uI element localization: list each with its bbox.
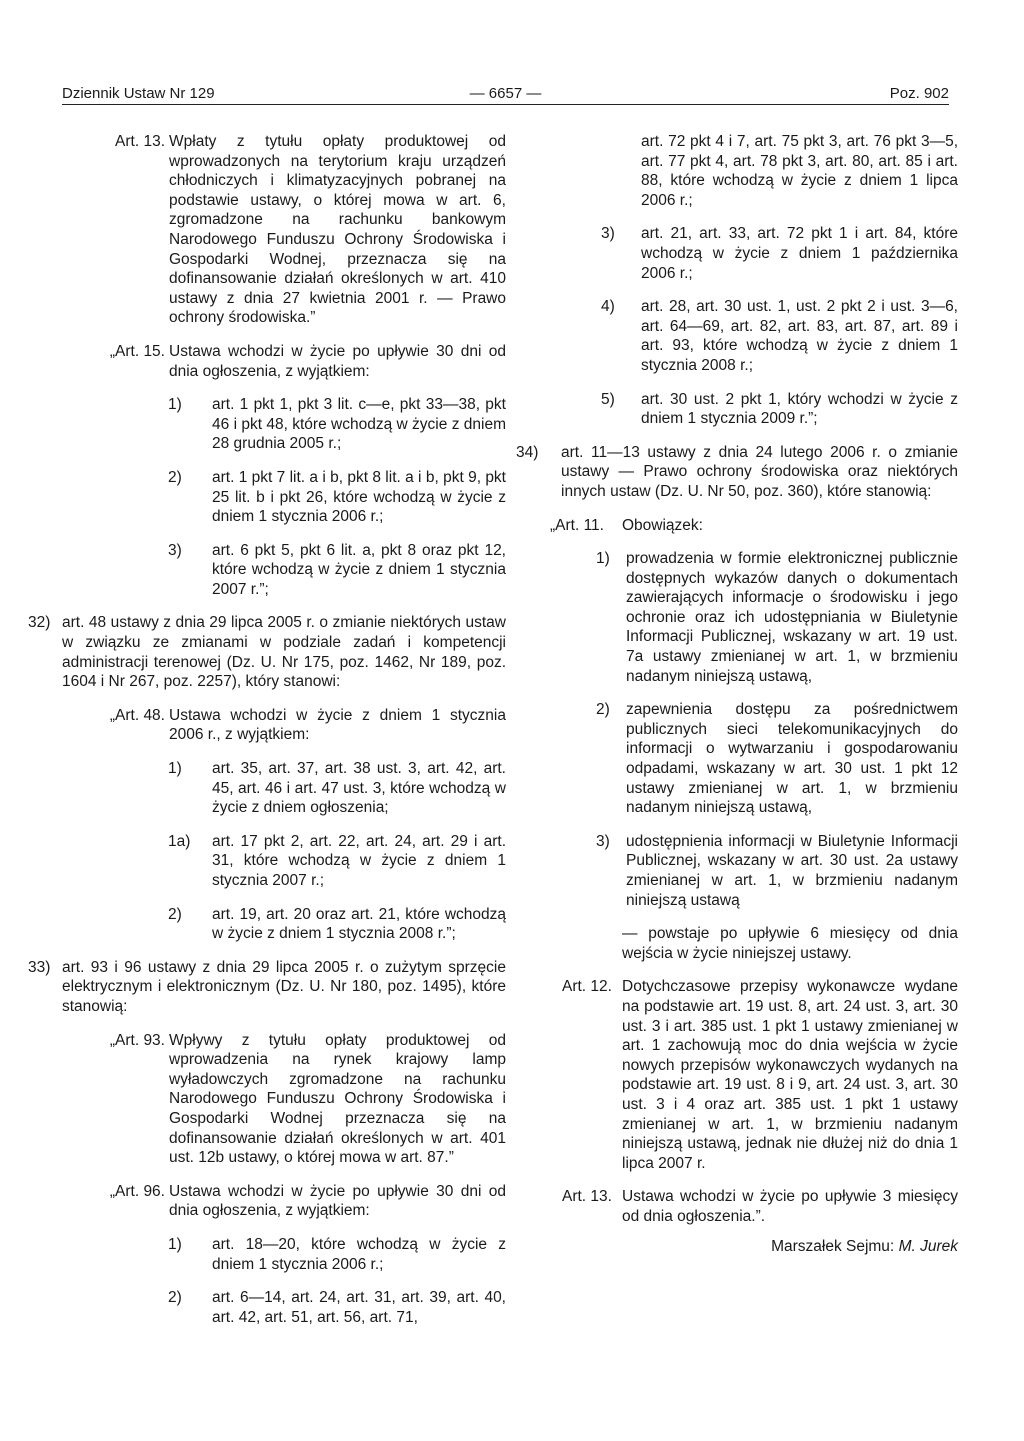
list-item xyxy=(601,297,958,375)
signature-role: Marszałek Sejmu: xyxy=(771,1237,895,1255)
article-text: Dotychczasowe przepisy wykonawcze wydane na podstawie art. 19 ust. 8, art. 24 ust. 3, art. 30 ust. 3 i art. 385 ust. 1 pkt 1 ustawy zmienianej w art. 1 zachowują moc do dnia wejścia w życie nowych przepisów wykonawczych wydanych na podstawie art. 19 ust. 8 i 9, art. 24 ust. 3, art. 30 ust. 3 i 4 oraz art. 385 ust. 1 pkt 1 ustawy zmienianej w art. 1, w brzmieniu nadanym niniejszą ustawą, jednak nie dłużej niż do dnia 1 lipca 2007 r. xyxy=(622,978,958,1172)
list-item xyxy=(168,1235,506,1274)
point-text: art. 48 ustawy z dnia 29 lipca 2005 r. o zmianie niektórych ustaw w związku ze zmianami w podziale zadań i kompetencji administracji terenowej (Dz. U. Nr 175, poz. 1462, Nr 189, poz. 1604 i Nr 267, poz. 2257), który stanowi: xyxy=(62,614,506,691)
item-text: art. 30 ust. 2 pkt 1, który wchodzi w życie z dniem 1 stycznia 2009 r.”; xyxy=(641,390,958,428)
point-text: art. 93 i 96 ustawy z dnia 29 lipca 2005 r. o zużytym sprzęcie elektrycznym i elektronicznym (Dz. U. Nr 180, poz. 1495), które stanowią: xyxy=(62,958,506,1015)
article-label: „Art. 96. xyxy=(109,1182,165,1200)
continued-text: art. 72 pkt 4 i 7, art. 75 pkt 3, art. 76 pkt 3—5, art. 77 pkt 4, art. 78 pkt 3, art. 80, art. 85 i art. 88, które wchodzą w życie z dniem 1 lipca 2006 r.; xyxy=(641,133,958,209)
list-item xyxy=(596,549,958,686)
item-text: art. 6—14, art. 24, art. 31, art. 39, art. 40, art. 42, art. 51, art. 56, art. 71, xyxy=(212,1289,506,1326)
list-item xyxy=(168,1288,506,1327)
item-label: 1) xyxy=(168,760,182,778)
article-13-old xyxy=(64,132,506,328)
article-text: Ustawa wchodzi w życie po upływie 30 dni od dnia ogłoszenia, z wyjątkiem: xyxy=(169,1182,506,1220)
article-text: Obowiązek: xyxy=(622,516,703,534)
item-text: zapewnienia dostępu za pośrednictwem publicznych sieci telekomunikacyjnych do informacji o wytwarzaniu i gospodarowaniu odpadami, wskazany w art. 30 ust. 1 pkt 12 ustawy zmienianej w art. 1, w brzmieniu nadanym niniejszą ustawą, xyxy=(626,701,958,817)
item-label: 1) xyxy=(168,396,182,414)
item-text: art. 6 pkt 5, pkt 6 lit. a, pkt 8 oraz pkt 12, które wchodzą w życie z dniem 1 stycznia 2007 r.”; xyxy=(212,541,506,598)
list-item xyxy=(596,700,958,818)
item-label: 1) xyxy=(596,550,610,568)
list-item xyxy=(168,905,506,944)
item-label: 1) xyxy=(168,1235,182,1253)
list-item xyxy=(168,832,506,891)
point-34 xyxy=(516,443,958,502)
point-label: 33) xyxy=(28,958,51,976)
article-text: Wpłaty z tytułu opłaty produktowej od wprowadzonych na terytorium kraju urządzeń chłodniczych i klimatyzacyjnych pobranej na podstawie ustawy, o której mowa w art. 6, zgromadzone na rachunku bankowym Narodowego Funduszu Ochrony Środowiska i Gospodarki Wodnej, przeznacza się na dofinansowanie działań określonych w art. 410 ustawy z dnia 27 kwietnia 2001 r. — Prawo ochrony środowiska.” xyxy=(169,133,506,327)
right-column xyxy=(516,132,958,1256)
article-text: Wpływy z tytułu opłaty produktowej od wprowadzenia na rynek krajowy lamp wyładowczych zgromadzone na rachunku Narodowego Funduszu Ochrony Środowiska i Gospodarki Wodnej przeznacza się na dofinansowanie działań określonych w art. 401 ust. 12b ustawy, o której mowa w art. 87.” xyxy=(169,1031,506,1167)
item-label: 3) xyxy=(596,832,610,850)
article-93 xyxy=(64,1031,506,1168)
item-text: prowadzenia w formie elektronicznej publicznie dostępnych wykazów danych o dokumentach zawierających informacje o środowisku i jego ochronie oraz ich udostępniania w Biuletynie Informacji Publicznej, wskazany w art. 19 ust. 7a ustawy zmienianej w art. 1, w brzmieniu nadanym niniejszą ustawą, xyxy=(626,550,958,685)
item-label: 3) xyxy=(168,541,182,559)
item-text: art. 1 pkt 7 lit. a i b, pkt 8 lit. a i b, pkt 9, pkt 25 lit. b i pkt 26, które wchodzą w życie z dniem 1 stycznia 2006 r.; xyxy=(212,468,506,526)
list-item xyxy=(168,395,506,454)
article-text: Ustawa wchodzi w życie z dniem 1 stycznia 2006 r., z wyjątkiem: xyxy=(169,706,506,744)
article-text: Ustawa wchodzi w życie po upływie 3 miesięcy od dnia ogłoszenia.”. xyxy=(622,1188,958,1225)
list-item xyxy=(596,832,958,910)
article-13 xyxy=(562,1187,958,1226)
item-text: art. 17 pkt 2, art. 22, art. 24, art. 29 i art. 31, które wchodzą w życie z dniem 1 stycznia 2007 r.; xyxy=(212,832,506,889)
point-label: 34) xyxy=(516,443,539,461)
signature-name: M. Jurek xyxy=(898,1237,958,1255)
item-text: art. 18—20, które wchodzą w życie z dniem 1 stycznia 2006 r.; xyxy=(212,1235,506,1273)
article-48 xyxy=(64,706,506,745)
item-text: art. 35, art. 37, art. 38 ust. 3, art. 42, art. 45, art. 46 i art. 47 ust. 3, które wchodzą w życie z dniem ogłoszenia; xyxy=(212,760,506,817)
article-label: „Art. 93. xyxy=(109,1031,165,1049)
article-15 xyxy=(64,342,506,381)
item-label: 2) xyxy=(168,905,182,923)
point-32 xyxy=(28,613,506,691)
item-label: 2) xyxy=(596,701,610,719)
list-item xyxy=(168,468,506,527)
item-label: 1a) xyxy=(168,832,191,850)
article-12 xyxy=(562,977,958,1173)
point-text: art. 11—13 ustawy z dnia 24 lutego 2006 r. o zmianie ustawy — Prawo ochrony środowiska oraz niektórych innych ustaw (Dz. U. Nr 50, poz. 360), które stanowią: xyxy=(561,443,958,500)
article-label: „Art. 15. xyxy=(109,342,165,360)
item-text: art. 28, art. 30 ust. 1, ust. 2 pkt 2 i ust. 3—6, art. 64—69, art. 82, art. 83, art. 87, art. 89 i art. 93, które wchodzą w życie z dniem 1 stycznia 2008 r.; xyxy=(641,298,958,374)
article-tail: — powstaje po upływie 6 miesięcy od dnia wejścia w życie niniejszej ustawy. xyxy=(622,925,958,962)
point-33 xyxy=(28,958,506,1017)
article-label: Art. 12. xyxy=(562,978,612,996)
article-11 xyxy=(550,516,958,536)
article-96 xyxy=(64,1182,506,1221)
article-label: „Art. 48. xyxy=(109,706,165,724)
list-item xyxy=(168,759,506,818)
article-text: Ustawa wchodzi w życie po upływie 30 dni od dnia ogłoszenia, z wyjątkiem: xyxy=(169,342,506,380)
point-label: 32) xyxy=(28,614,51,632)
list-item xyxy=(168,541,506,600)
position-number: Poz. 902 xyxy=(889,85,949,102)
item-label: 4) xyxy=(601,298,615,316)
item-text: art. 1 pkt 1, pkt 3 lit. c—e, pkt 33—38, pkt 46 i pkt 48, które wchodzą w życie z dniem 28 grudnia 2005 r.; xyxy=(212,396,506,453)
page-header xyxy=(62,84,949,105)
item-text: art. 21, art. 33, art. 72 pkt 1 i art. 84, które wchodzą w życie z dniem 1 października 2006 r.; xyxy=(641,225,958,282)
item-text: udostępnienia informacji w Biuletynie Informacji Publicznej, wskazany w art. 30 ust. 2a ustawy zmienianej w art. 1, w brzmieniu nadanym niniejszą ustawą xyxy=(626,832,958,909)
left-column xyxy=(28,132,506,1327)
signature xyxy=(540,1237,958,1257)
list-item xyxy=(601,224,958,283)
item-label: 2) xyxy=(168,1289,182,1307)
item-label: 2) xyxy=(168,468,182,486)
item-text: art. 19, art. 20 oraz art. 21, które wchodzą w życie z dniem 1 stycznia 2008 r.”; xyxy=(212,905,506,943)
journal-title: Dziennik Ustaw Nr 129 xyxy=(62,85,215,102)
item-label: 5) xyxy=(601,390,615,408)
item-label: 3) xyxy=(601,225,615,243)
article-label: Art. 13. xyxy=(115,133,165,150)
page-number: — 6657 — xyxy=(469,85,542,102)
list-item xyxy=(601,390,958,429)
article-label: Art. 13. xyxy=(562,1188,612,1206)
article-label: „Art. 11. xyxy=(550,516,604,534)
